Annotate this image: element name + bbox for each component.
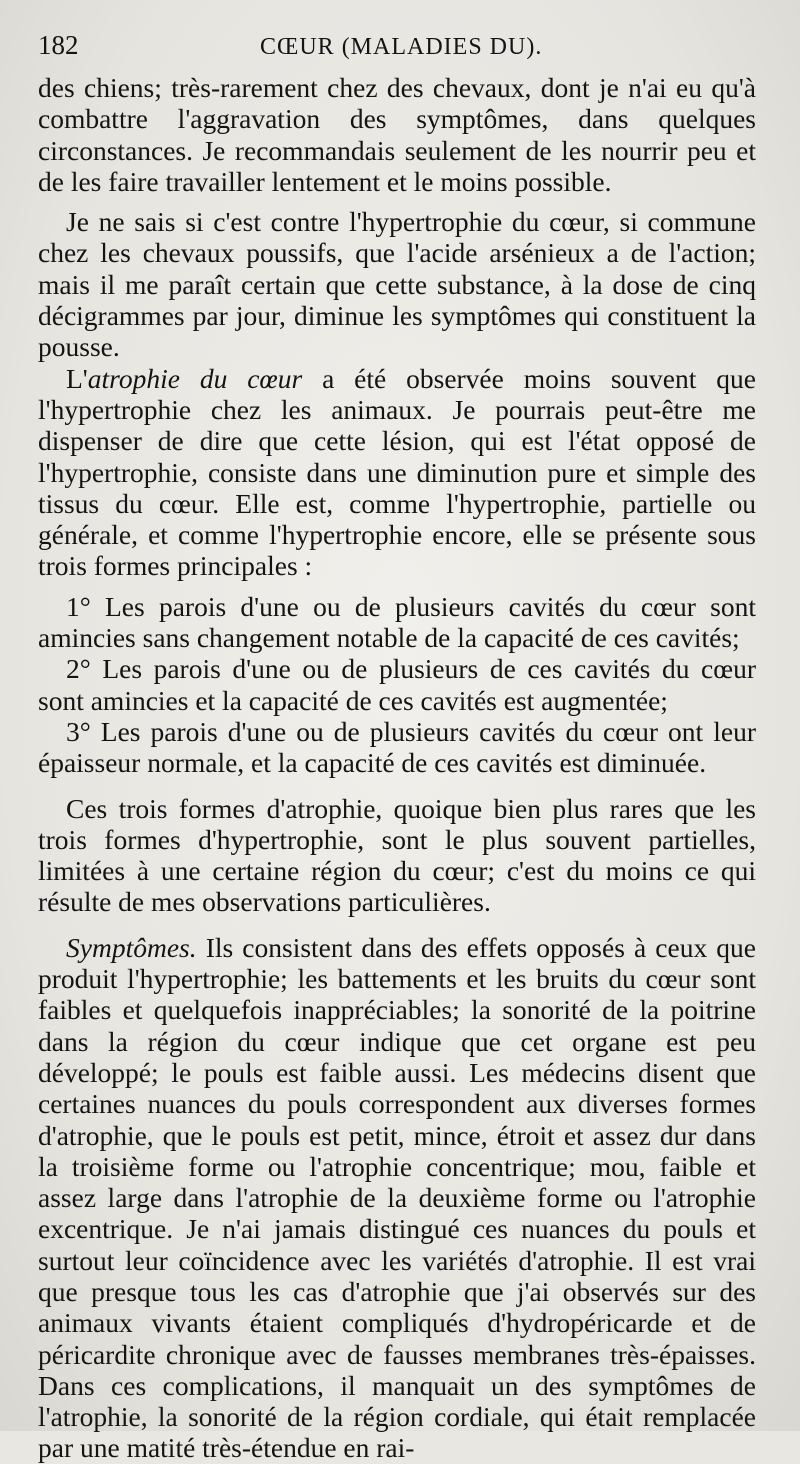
body-text [38,72,756,1464]
symptoms-heading: Symptômes. [66,931,197,963]
running-title: CŒUR (MALADIES DU). [260,34,543,60]
atrophy-term: atrophie du cœur [87,362,303,394]
page-number: 182 [38,30,79,60]
paragraph-atrophy-intro [38,363,756,582]
paragraph-symptoms [38,932,756,1464]
list-item-form-3: 3° Les parois d'une ou de plusieurs cavités du cœur ont leur épaisseur normale, et la capacité de ces cavités est diminuée. [38,715,756,779]
list-item-form-1: 1° Les parois d'une ou de plusieurs cavités du cœur sont amincies sans changement notable de la capacité de ces cavités; [38,590,756,654]
paragraph-arsenic: Je ne sais si c'est contre l'hypertrophie du cœur, si commune chez les chevaux poussifs, que l'acide arsénieux a de l'action; mais il me paraît certain que cette substance, à la dose de cinq décigrammes par jour, diminue les symptômes qui constituent la pousse. [38,206,756,363]
page-header [38,30,756,70]
atrophy-lead: L' [66,362,88,394]
symptoms-text: Ils consistent dans des effets opposés à ceux que produit l'hypertrophie; les battements et les bruits du cœur sont faibles et quelquefois inappréciables; la sonorité de la poitrine dans la région du cœur indique que cet organe est peu développé; le pouls est faible aussi. Les médecins disent que certaines nuances du pouls correspondent aux diverses formes d'atrophie, que le pouls est petit, mince, étroit et assez dur dans la troisième forme ou l'atrophie concentrique; mou, faible et assez large dans l'atrophie de la deuxième forme ou l'atrophie excentrique. Je n'ai jamais distingué ces nuances du pouls et surtout leur coïncidence avec les variétés d'atrophie. Il est vrai que presque tous les cas d'atrophie que j'ai observés sur des animaux vivants étaient compliqués d'hydropéricarde et de péricardite chronique avec de fausses membranes très-épaisses. Dans ces complications, il manquait un des symptômes de l'atrophie, la sonorité de la région cordiale, qui était remplacée par une matité très-étendue en rai- [38,931,756,1464]
paragraph-three-forms: Ces trois formes d'atrophie, quoique bien plus rares que les trois formes d'hypertrophie, sont le plus souvent partielles, limitées à une certaine région du cœur; c'est du moins ce qui résulte de mes observations particulières. [38,792,756,918]
atrophy-text: a été observée moins souvent que l'hypertrophie chez les animaux. Je pourrais peut-être me dispenser de dire que cette lésion, qui est l'état opposé de l'hypertrophie, consiste dans une diminution pure et simple des tissus du cœur. Elle est, comme l'hypertrophie, partielle ou générale, et comme l'hypertrophie encore, elle se présente sous trois formes principales : [38,362,756,582]
paragraph-continued: des chiens; très-rarement chez des chevaux, dont je n'ai eu qu'à combattre l'aggravation des symptômes, dans quelques circonstances. Je recommandais seulement de les nourrir peu et de les faire travailler lentement et le moins possible. [38,72,756,197]
list-item-form-2: 2° Les parois d'une ou de plusieurs de ces cavités du cœur sont amincies et la capacité de ces cavités est augmentée; [38,653,756,716]
